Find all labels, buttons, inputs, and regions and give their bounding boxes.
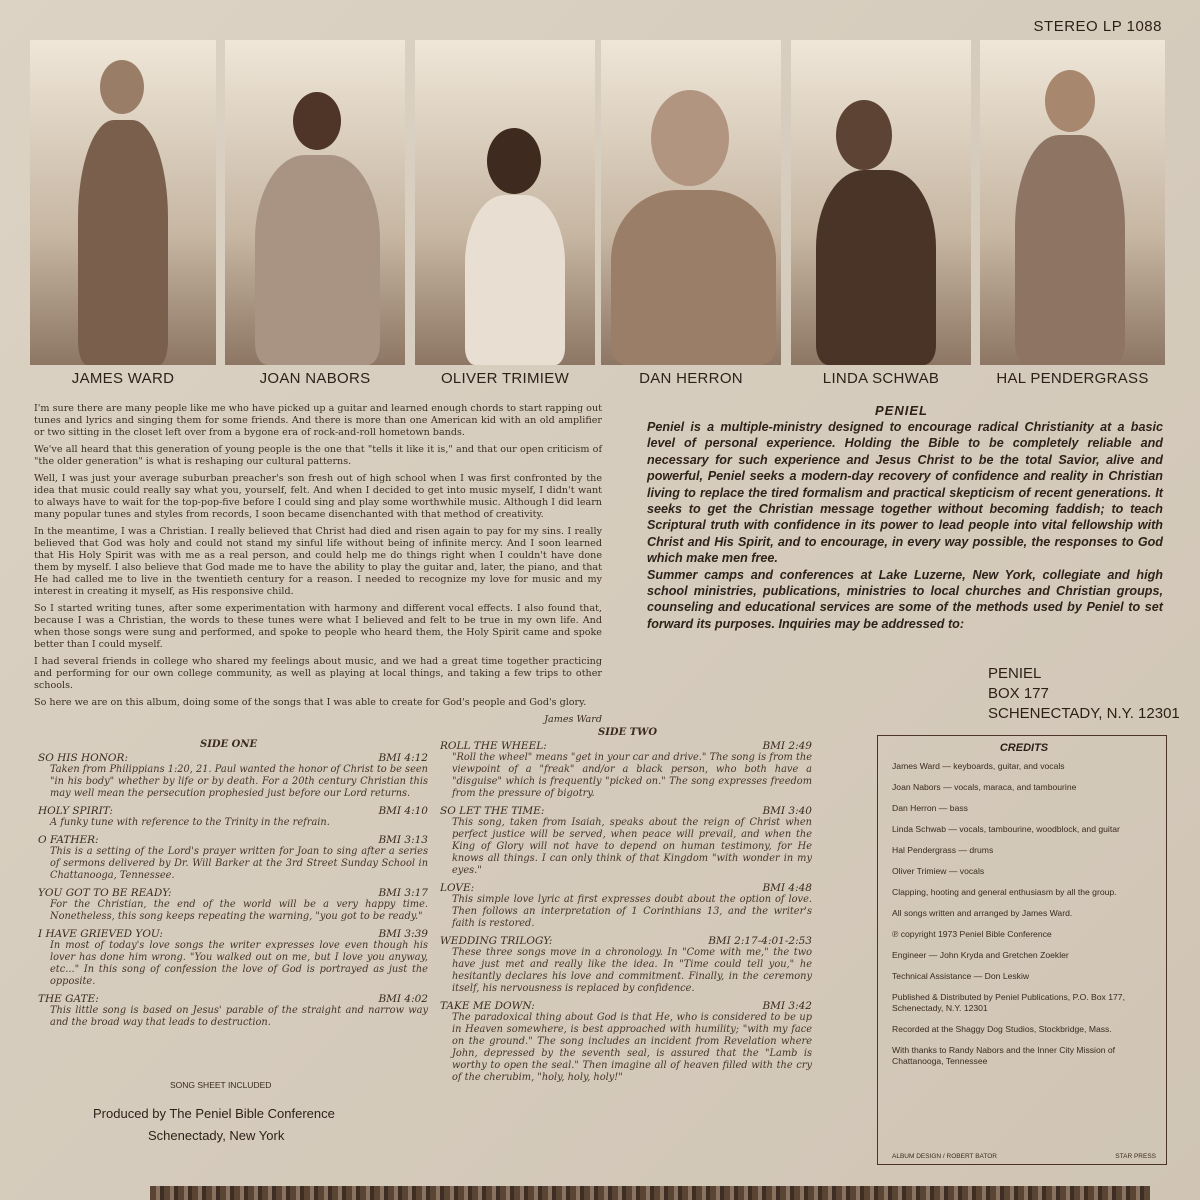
credit-item: Recorded at the Shaggy Dog Studios, Stockbridge, Mass. [892, 1024, 1112, 1034]
side-one-title: SIDE ONE [200, 739, 258, 750]
address-line: PENIEL [988, 665, 1042, 682]
track-title: YOU GOT TO BE READY: [38, 887, 172, 899]
credit-item: Technical Assistance — Don Leskiw [892, 971, 1030, 981]
track-bmi: BMI 4:12 [378, 752, 428, 764]
photo-james-ward [30, 40, 216, 365]
track-title: HOLY SPIRIT: [38, 805, 113, 817]
track-title: SO LET THE TIME: [440, 805, 545, 817]
album-design-credit: ALBUM DESIGN / ROBERT BATOR [892, 1153, 997, 1160]
credit-item: Hal Pendergrass — drums [892, 845, 994, 855]
photo-oliver-trimiew [415, 40, 595, 365]
essay-signature: James Ward [544, 714, 602, 725]
peniel-paragraph: Summer camps and conferences at Lake Luzerne, New York, collegiate and high school ministries, publications, ministries to local churches and Christian groups, counseling and educational services are some of the methods used by Peniel to set forward its purposes. Inquiries may be addressed to: [647, 567, 1163, 631]
peniel-description [647, 419, 1163, 632]
credit-item: Joan Nabors — vocals, maraca, and tambourine [892, 782, 1077, 792]
essay-paragraph: I had several friends in college who shared my feelings about music, and we had a great time together practicing and performing for our own college community, as well as playing at local things, and taking a few trips to other schools. [34, 656, 602, 691]
track-bmi: BMI 3:40 [762, 805, 812, 817]
track [38, 752, 428, 800]
track-title: O FATHER: [38, 834, 99, 846]
producer-line: Produced by The Peniel Bible Conference [93, 1106, 335, 1121]
track-bmi: BMI 3:17 [378, 887, 428, 899]
essay-paragraph: I'm sure there are many people like me who have picked up a guitar and learned enough chords to start rapping out tunes and lyrics and singing them for some friends. And there is more than one American kid with an old amplifier or two sitting in the closet left over from a bygone era of rock-and-roll hometown bands. [34, 403, 602, 438]
band-photos [30, 40, 1185, 365]
credit-item: Oliver Trimiew — vocals [892, 866, 985, 876]
peniel-heading: PENIEL [875, 403, 928, 418]
credit-item: Linda Schwab — vocals, tambourine, woodblock, and guitar [892, 824, 1120, 834]
member-name: DAN HERRON [639, 370, 743, 387]
address-line: BOX 177 [988, 685, 1049, 702]
track-description: A funky tune with reference to the Trinity in the refrain. [50, 817, 330, 828]
member-name: JOAN NABORS [259, 370, 371, 387]
track [440, 1000, 812, 1084]
track [440, 882, 812, 930]
track [38, 805, 428, 829]
credit-item: With thanks to Randy Nabors and the Inner City Mission of Chattanooga, Tennessee [892, 1045, 1116, 1066]
track-description: This little song is based on Jesus' parable of the straight and narrow way and the broad way that leads to destruction. [50, 1005, 428, 1028]
track-bmi: BMI 3:42 [762, 1000, 812, 1012]
credit-item: ℗ copyright 1973 Peniel Bible Conference [892, 929, 1052, 939]
peniel-paragraph: Peniel is a multiple-ministry designed to encourage radical Christianity at a basic level of personal experience. Holding the Bible to be completely reliable and necessary for such experience and Jesus Christ to be the total Savior, alive and powerful, Peniel seeks a modern-day recovery of confidence and reality in Christian living to replace the tired formalism and practical skepticism of recent generations. It seeks to get the Christian message together without becoming faddish; to teach Scriptural truth with confidence in its power to lead people into vital fellowship with Christ and His Spirit, and to encourage, in every way possible, the responses to God which make men free. [647, 420, 1163, 566]
track [38, 928, 428, 988]
side-two-tracks [440, 740, 812, 1089]
member-name: LINDA SCHWAB [822, 370, 940, 387]
track [440, 740, 812, 800]
side-one-tracks [38, 752, 428, 1034]
photo-hal-pendergrass [980, 40, 1165, 365]
track-bmi: BMI 4:48 [762, 882, 812, 894]
peniel-address [988, 664, 1180, 724]
track [38, 993, 428, 1029]
track-description: These three songs move in a chronology. In "Come with me," the two have just met and really like the idea. In "Time could tell you," he hesitantly declares his love and commitment. Finally, in the ceremony itself, his nervousness is replaced by confidence. [452, 947, 812, 994]
track-title: ROLL THE WHEEL: [440, 740, 547, 752]
side-two-title: SIDE TWO [598, 727, 658, 738]
track [38, 887, 428, 923]
photo-linda-schwab [791, 40, 971, 365]
essay-paragraph: We've all heard that this generation of young people is the one that "tells it like it is," and that our open criticism of "the older generation" is what is reshaping our cultural patterns. [34, 444, 602, 467]
producer-location: Schenectady, New York [148, 1128, 285, 1143]
track-description: For the Christian, the end of the world will be a very happy time. Nonetheless, this song keeps repeating the warning, "you got to be ready." [50, 899, 428, 922]
track-bmi: BMI 3:13 [378, 834, 428, 846]
track-title: SO HIS HONOR: [38, 752, 128, 764]
track-title: LOVE: [440, 882, 475, 894]
printer-credit: STAR PRESS [1115, 1153, 1156, 1160]
producer-credit [93, 1103, 335, 1147]
member-name: OLIVER TRIMIEW [440, 370, 570, 387]
track-bmi: BMI 3:39 [378, 928, 428, 940]
track-description: The paradoxical thing about God is that He, who is considered to be up in Heaven somewhere, is best approached with humility; "with my face on the ground." The song includes an incident from Revelation where John, depressed by the seventh seal, is assured that the "Lamb is worthy to open the seal." Then imagine all of heaven filled with the cry of the cherubim, "holy, holy, holy!" [452, 1012, 812, 1083]
liner-notes-essay [34, 403, 602, 731]
essay-paragraph: So I started writing tunes, after some experimentation with harmony and different vocal effects. I also found that, because I was a Christian, the words to these tunes were what I believed and felt to be true in my own life. And when those songs were sung and performed, and spoke to people who heard them, the Holy Spirit came and spoke better than I could myself. [34, 603, 602, 650]
track-description: Taken from Philippians 1:20, 21. Paul wanted the honor of Christ to be seen "in his body" whether by life or by death. For a 20th century Christian this may well mean the persecution prophesied just before our Lord returns. [50, 764, 428, 799]
track-bmi: BMI 2:17-4:01-2:53 [708, 935, 812, 947]
credit-item: All songs written and arranged by James Ward. [892, 908, 1073, 918]
track-bmi: BMI 4:02 [378, 993, 428, 1005]
catalog-number: STEREO LP 1088 [1033, 18, 1162, 35]
photo-dan-herron [601, 40, 781, 365]
track [440, 805, 812, 877]
credit-item: Clapping, hooting and general enthusiasm by all the group. [892, 887, 1117, 897]
credit-item: Dan Herron — bass [892, 803, 968, 813]
member-name: HAL PENDERGRASS [996, 370, 1149, 387]
credit-item: James Ward — keyboards, guitar, and vocals [892, 761, 1065, 771]
track [38, 834, 428, 882]
track-description: This simple love lyric at first expresses doubt about the option of love. Then follows an interpretation of 1 Corinthians 13, and the writer's faith is restored. [452, 894, 812, 929]
track-title: TAKE ME DOWN: [440, 1000, 535, 1012]
essay-paragraph: So here we are on this album, doing some of the songs that I was able to create for God's people and God's glory. [34, 697, 587, 708]
track-description: "Roll the wheel" means "get in your car and drive." The song is from the viewpoint of a "freak" and/or a black person, who both have a "disguise" which is frequently "picked on." The song expresses freedom from the pressure of bigotry. [452, 752, 812, 799]
track-bmi: BMI 2:49 [762, 740, 812, 752]
essay-paragraph: In the meantime, I was a Christian. I really believed that Christ had died and risen again to pay for my sins. I really believed that God was holy and could not stand my sinful life without being of infinite mercy. And I soon learned that His Holy Spirit was with me as a real person, and could help me do things right when I couldn't have done them by myself. I also believe that God made me to have the ability to play the guitar and, later, the piano, and that He had called me to live in the twentieth century for a reason. I needed to recognize my love for music and my interest in creating it myself, as His responsive child. [34, 526, 602, 597]
credit-item: Engineer — John Kryda and Gretchen Zoekler [892, 950, 1069, 960]
track-bmi: BMI 4:10 [378, 805, 428, 817]
track-description: This is a setting of the Lord's prayer written for Joan to sing after a series of sermons delivered by Dr. Will Barker at the 3rd Street Sunday School in Chattanooga, Tennessee. [50, 846, 428, 881]
track-description: This song, taken from Isaiah, speaks about the reign of Christ when perfect justice will be served, when peace will prevail, and when the King of Glory will not have to depend on human testimony, for He knows all things. I can only think of that Kingdom "with wonder in my eyes." [452, 817, 812, 876]
cover-edge-strip [150, 1186, 1150, 1200]
track-title: THE GATE: [38, 993, 99, 1005]
track-title: I HAVE GRIEVED YOU: [38, 928, 163, 940]
track-title: WEDDING TRILOGY: [440, 935, 553, 947]
credits-box [877, 735, 1167, 1165]
photo-joan-nabors [225, 40, 405, 365]
essay-paragraph: Well, I was just your average suburban preacher's son fresh out of high school when I was first confronted by the idea that music could really say what you, yourself, felt. And when I decided to get into music myself, I didn't want to always have to wait for the top-pop-five before I could sing and play some worthwhile music. Although I did learn many popular tunes and styles from records, I soon became disenchanted with that method of creativity. [34, 473, 602, 520]
song-sheet-note: SONG SHEET INCLUDED [170, 1080, 272, 1090]
address-line: SCHENECTADY, N.Y. 12301 [988, 705, 1180, 722]
member-name: JAMES WARD [71, 370, 175, 387]
credits-footer [892, 1153, 1156, 1160]
track-description: In most of today's love songs the writer expresses love even though his lover has done him wrong. "You walked out on me, but I love you anyway, etc..." In this song of confession the love of God is portrayed as just the opposite. [50, 940, 428, 987]
track [440, 935, 812, 995]
credit-item: Published & Distributed by Peniel Publications, P.O. Box 177, Schenectady, N.Y. 12301 [892, 992, 1125, 1013]
credits-title: CREDITS [999, 742, 1049, 754]
